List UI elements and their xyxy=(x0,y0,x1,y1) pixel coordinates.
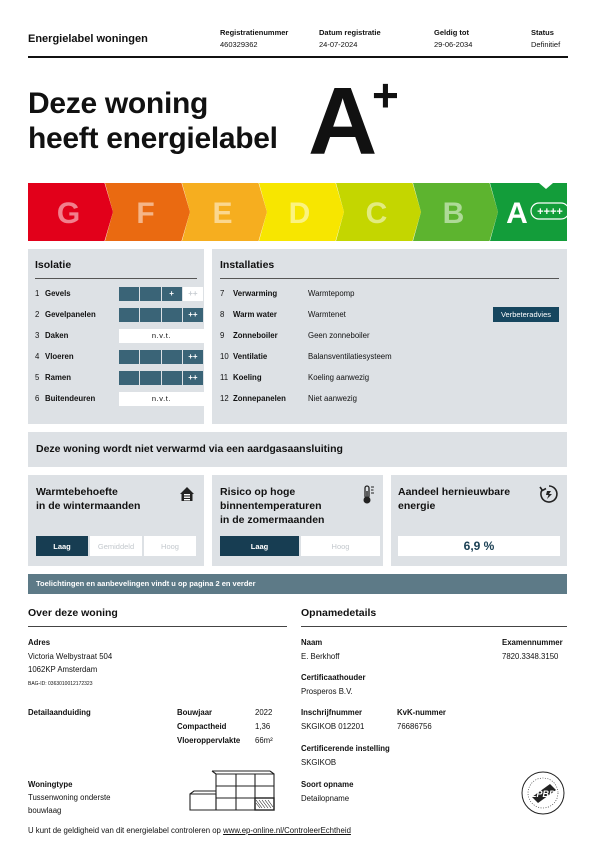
risico-title-line3: in de zomermaanden xyxy=(220,514,325,526)
isolatie-rating-bar xyxy=(119,287,204,301)
scale-plus-text: ++++ xyxy=(537,206,563,218)
isolatie-row-number: 2 xyxy=(35,310,40,319)
vloer-label: Vloeroppervlakte xyxy=(177,736,241,745)
installatie-row-value: Geen zonneboiler xyxy=(308,331,370,340)
isolatie-row-number: 4 xyxy=(35,352,40,361)
gas-notice: Deze woning wordt niet verwarmd via een aardgasaansluiting xyxy=(28,432,567,467)
woningtype-line2: bouwlaag xyxy=(28,806,62,815)
rating-segment: ++ xyxy=(183,350,203,364)
isolatie-row-number: 6 xyxy=(35,394,40,403)
label-heading xyxy=(28,86,278,156)
installatie-row xyxy=(220,325,559,346)
isolatie-rating-bar xyxy=(119,350,204,364)
warmte-title-line2: in de wintermaanden xyxy=(36,500,141,512)
risico-option-laag: Laag xyxy=(220,536,299,556)
isolatie-row-number: 3 xyxy=(35,331,40,340)
warmte-scale xyxy=(36,536,198,556)
warmte-title xyxy=(36,485,196,513)
installatie-row-value: Warmtenet xyxy=(308,310,346,319)
hernieuwbaar-title xyxy=(398,485,560,513)
footer-text: U kunt de geldigheid van dit energielabel controleren op xyxy=(28,826,224,835)
warmte-option-laag: Laag xyxy=(36,536,88,556)
woningtype-line1: Tussenwoning onderste xyxy=(28,793,111,802)
examen-value: 7820.3348.3150 xyxy=(502,652,559,661)
warmte-option-gemiddeld: Gemiddeld xyxy=(90,536,142,556)
woningtype-value xyxy=(28,791,111,817)
isolatie-row xyxy=(35,283,197,304)
installatie-row-value: Niet aanwezig xyxy=(308,394,357,403)
isolatie-row-number: 1 xyxy=(35,289,40,298)
rating-segment xyxy=(162,308,182,322)
hernieuwbaar-value: 6,9 % xyxy=(398,536,560,556)
kvk-label: KvK-nummer xyxy=(397,708,446,717)
registration-value: 460329362 xyxy=(220,40,258,49)
installaties-divider xyxy=(220,278,559,279)
naam-label: Naam xyxy=(301,638,323,647)
compact-label: Compactheid xyxy=(177,722,227,731)
installatie-row xyxy=(220,304,559,325)
energy-scale xyxy=(28,183,567,241)
kvk-value: 76686756 xyxy=(397,722,432,731)
scale-letter-c: C xyxy=(365,197,388,230)
isolatie-divider xyxy=(35,278,197,279)
installatie-row-number: 7 xyxy=(220,289,225,298)
footer-note xyxy=(28,826,351,835)
instelling-value: SKGIKOB xyxy=(301,758,337,767)
isolatie-row-label: Ramen xyxy=(45,373,71,382)
house-icon xyxy=(178,485,196,503)
epbd-logo xyxy=(520,770,566,816)
adres-line2: 1062KP Amsterdam xyxy=(28,665,98,674)
warmte-panel xyxy=(28,475,204,566)
risico-option-hoog: Hoog xyxy=(301,536,380,556)
installatie-row-value: Balansventilatiesysteem xyxy=(308,352,392,361)
scale-letter-d: D xyxy=(288,197,311,230)
isolatie-rating-bar xyxy=(119,371,204,385)
installatie-row-label: Verwarming xyxy=(233,289,278,298)
rating-segment: ++ xyxy=(183,287,203,301)
examen-label: Examennummer xyxy=(502,638,563,647)
adres-value xyxy=(28,650,112,676)
woningtype-label: Woningtype xyxy=(28,780,73,789)
registration-label: Registratienummer xyxy=(220,28,289,37)
rating-segment xyxy=(140,371,160,385)
isolatie-rating-bar xyxy=(119,308,204,322)
label-heading-line2: heeft energielabel xyxy=(28,122,278,155)
valid-value: 29-06-2034 xyxy=(434,40,473,49)
installatie-row-label: Zonnepanelen xyxy=(233,394,286,403)
epbd-logo-text: EPBD xyxy=(530,789,556,799)
certificaathouder-value: Prosperos B.V. xyxy=(301,687,353,696)
isolatie-row-label: Daken xyxy=(45,331,69,340)
detail-label: Detailaanduiding xyxy=(28,708,91,717)
status-value: Definitief xyxy=(531,40,561,49)
verbeteradvies-badge: Verbeteradvies xyxy=(493,307,559,322)
rating-segment: ++ xyxy=(183,371,203,385)
instelling-label: Certificerende instelling xyxy=(301,744,390,753)
compact-value: 1,36 xyxy=(255,722,271,731)
scale-letter-e: E xyxy=(212,197,233,230)
valid-label: Geldig tot xyxy=(434,28,469,37)
label-heading-line1: Deze woning xyxy=(28,87,209,120)
installatie-row-number: 8 xyxy=(220,310,225,319)
soort-label: Soort opname xyxy=(301,780,354,789)
isolatie-row xyxy=(35,325,197,346)
building-illustration xyxy=(188,770,280,814)
scale-letter-a: A xyxy=(506,197,528,230)
inschrijf-value: SKGIKOB 012201 xyxy=(301,722,365,731)
isolatie-row-label: Buitendeuren xyxy=(45,394,96,403)
isolatie-row xyxy=(35,388,197,409)
isolatie-row xyxy=(35,346,197,367)
header-divider xyxy=(28,56,568,58)
isolatie-row-number: 5 xyxy=(35,373,40,382)
rating-segment xyxy=(119,308,139,322)
thermometer-icon xyxy=(361,485,375,505)
energy-label-letter: A xyxy=(308,68,376,175)
isolatie-not-applicable: n.v.t. xyxy=(119,329,204,343)
status xyxy=(531,27,560,51)
installatie-row-label: Koeling xyxy=(233,373,262,382)
rating-segment: ++ xyxy=(183,308,203,322)
risico-title xyxy=(220,485,375,527)
scale-letter-g: G xyxy=(56,197,81,230)
scale-letter-f: F xyxy=(136,197,155,230)
rating-segment xyxy=(162,350,182,364)
warmte-title-line1: Warmtebehoefte xyxy=(36,486,118,498)
risico-panel xyxy=(212,475,383,566)
rating-segment xyxy=(119,287,139,301)
isolatie-row-label: Vloeren xyxy=(45,352,74,361)
rating-segment xyxy=(140,287,160,301)
isolatie-row xyxy=(35,304,197,325)
isolatie-row xyxy=(35,367,197,388)
opname-title: Opnamedetails xyxy=(301,607,377,619)
registration-number xyxy=(220,27,288,51)
soort-value: Detailopname xyxy=(301,794,350,803)
installatie-row-number: 12 xyxy=(220,394,229,403)
woning-divider xyxy=(28,626,287,627)
registration-date xyxy=(319,27,381,51)
woning-title: Over deze woning xyxy=(28,607,118,619)
isolatie-not-applicable: n.v.t. xyxy=(119,392,204,406)
rating-segment xyxy=(119,350,139,364)
hernieuwbaar-panel xyxy=(391,475,567,566)
bouwjaar-value: 2022 xyxy=(255,708,273,717)
naam-value: E. Berkhoff xyxy=(301,652,340,661)
rating-segment xyxy=(119,371,139,385)
installatie-row xyxy=(220,283,559,304)
installatie-row-number: 11 xyxy=(220,373,229,382)
isolatie-list xyxy=(35,283,197,409)
installatie-row-value: Warmtepomp xyxy=(308,289,355,298)
bag-id: BAG-ID: 0363010012172323 xyxy=(28,681,93,687)
risico-title-line1: Risico op hoge xyxy=(220,486,296,498)
vloer-value: 66m² xyxy=(255,736,273,745)
installatie-row-number: 9 xyxy=(220,331,225,340)
installatie-row xyxy=(220,367,559,388)
rating-segment: + xyxy=(162,287,182,301)
hernieuwbaar-title-line2: energie xyxy=(398,500,436,512)
installatie-row-label: Warm water xyxy=(233,310,277,319)
date-label: Datum registratie xyxy=(319,28,381,37)
verification-link[interactable]: www.ep-online.nl/ControleerEchtheid xyxy=(223,826,351,835)
installatie-row xyxy=(220,346,559,367)
certificaathouder-label: Certificaathouder xyxy=(301,673,366,682)
rating-segment xyxy=(162,371,182,385)
risico-title-line2: binnentemperaturen xyxy=(220,500,322,512)
isolatie-title: Isolatie xyxy=(35,259,72,271)
installatie-row-number: 10 xyxy=(220,352,229,361)
isolatie-row-label: Gevelpanelen xyxy=(45,310,96,319)
installatie-row-label: Ventilatie xyxy=(233,352,268,361)
installaties-title: Installaties xyxy=(220,259,275,271)
installatie-row xyxy=(220,388,559,409)
installaties-panel xyxy=(212,249,567,424)
rating-segment xyxy=(140,350,160,364)
risico-scale xyxy=(220,536,382,556)
inschrijf-label: Inschrijfnummer xyxy=(301,708,363,717)
date-value: 24-07-2024 xyxy=(319,40,358,49)
opname-divider xyxy=(301,626,567,627)
valid-until xyxy=(434,27,472,51)
adres-label: Adres xyxy=(28,638,51,647)
isolatie-panel xyxy=(28,249,204,424)
isolatie-row-label: Gevels xyxy=(45,289,71,298)
scale-letter-b: B xyxy=(442,197,465,230)
adres-line1: Victoria Welbystraat 504 xyxy=(28,652,113,661)
installatie-row-value: Koeling aanwezig xyxy=(308,373,370,382)
info-banner: Toelichtingen en aanbevelingen vindt u op pagina 2 en verder xyxy=(28,574,567,594)
renewable-icon xyxy=(539,484,559,504)
installaties-list xyxy=(220,283,559,409)
rating-segment xyxy=(140,308,160,322)
warmte-option-hoog: Hoog xyxy=(144,536,196,556)
installatie-row-label: Zonneboiler xyxy=(233,331,278,340)
status-label: Status xyxy=(531,28,554,37)
energy-label-plus: + xyxy=(372,69,399,121)
document-title: Energielabel woningen xyxy=(28,33,148,45)
bouwjaar-label: Bouwjaar xyxy=(177,708,213,717)
hernieuwbaar-title-line1: Aandeel hernieuwbare xyxy=(398,486,511,498)
